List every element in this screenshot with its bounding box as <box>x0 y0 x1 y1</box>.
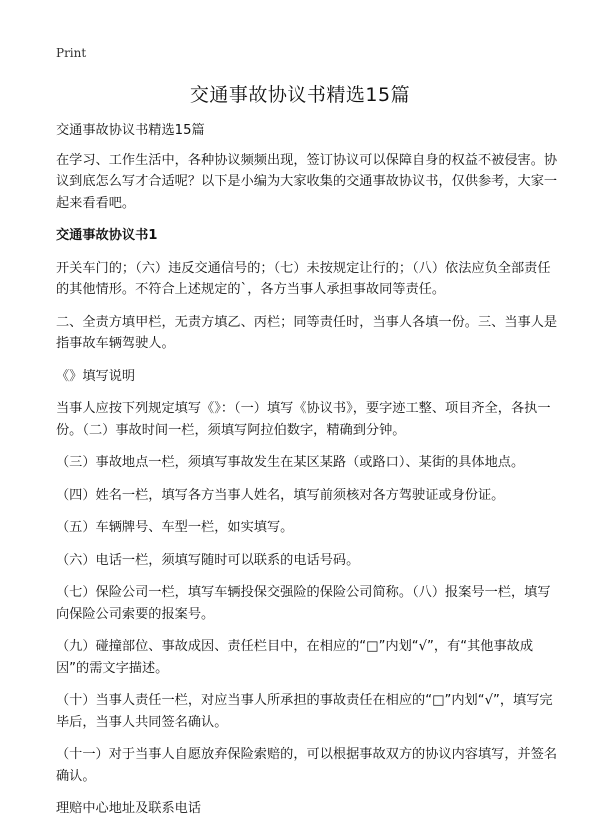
section-heading: 交通事故协议书1 <box>56 228 158 243</box>
body-paragraph: （七）保险公司一栏，填写车辆投保交强险的保险公司简称。（八）报案号一栏，填写向保险公司索要的报案号。 <box>56 585 551 622</box>
body-paragraph: （十一）对于当事人自愿放弃保险索赔的，可以根据事故双方的协议内容填写，并签名确认。 <box>56 747 558 784</box>
document-subtitle: 交通事故协议书精选15篇 <box>56 123 205 138</box>
print-label: Print <box>56 46 87 60</box>
body-paragraph: 开关车门的；（六）违反交通信号的；（七）未按规定让行的；（八）依法应负全部责任的其他情形。不符合上述规定的`，各方当事人承担事故同等责任。 <box>56 260 551 297</box>
body-paragraph: 理赔中心地址及联系电话 <box>56 801 202 816</box>
body-paragraph: （五）车辆牌号、车型一栏，如实填写。 <box>56 520 294 535</box>
body-paragraph: （十）当事人责任一栏，对应当事人所承担的事故责任在相应的“□”内划“√”，填写完毕后，当事人共同签名确认。 <box>56 693 553 730</box>
body-paragraph: （九）碰撞部位、事故成因、责任栏目中，在相应的“□”内划“√”，有“其他事故成因”的需文字描述。 <box>56 639 534 676</box>
body-paragraph: （四）姓名一栏，填写各方当事人姓名，填写前须核对各方驾驶证或身份证。 <box>56 487 505 503</box>
document-title: 交通事故协议书精选15篇 <box>189 84 411 106</box>
document-body <box>56 120 560 831</box>
body-paragraph: （三）事故地点一栏，须填写事故发生在某区某路（或路口）、某街的具体地点。 <box>56 455 525 470</box>
body-paragraph: （六）电话一栏，须填写随时可以联系的电话号码。 <box>56 552 360 568</box>
body-paragraph: 二、全责方填甲栏，无责方填乙、丙栏；同等责任时，当事人各填一份。三、当事人是指事故车辆驾驶人。 <box>56 314 558 351</box>
body-paragraph: 当事人应按下列规定填写《》：（一）填写《协议书》，要字迹工整、项目齐全，各执一份。（二）事故时间一栏，须填写阿拉伯数字，精确到分钟。 <box>56 401 551 438</box>
intro-paragraph: 在学习、工作生活中，各种协议频频出现，签订协议可以保障自身的权益不被侵害。协议到底怎么写才合适呢？以下是小编为大家收集的交通事故协议书，仅供参考，大家一起来看看吧。 <box>56 152 558 211</box>
body-paragraph: 《》填写说明 <box>56 368 136 384</box>
